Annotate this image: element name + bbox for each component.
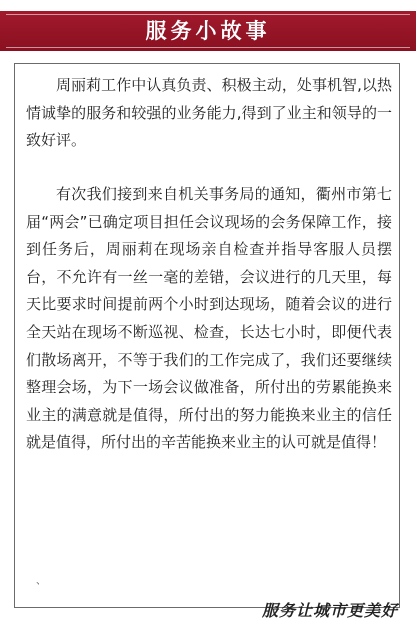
footer-slogan: 服务让城市更美好 [261, 601, 398, 620]
story-paragraph-1: 周丽莉工作中认真负责、积极主动，处事机智,以热情诚挚的服务和较强的业务能力,得到了业主和领导的一致好评。 [26, 76, 392, 150]
title-banner [0, 11, 416, 51]
stray-mark: 、 [36, 576, 46, 587]
page-title: 服务小故事 [145, 19, 271, 43]
story-paragraph-2: 有次我们接到来自机关事务局的通知，衢州市第七届“两会”已确定项目担任会议现场的会务保障工作，接到任务后，周丽莉在现场亲自检查并指导客服人员摆台，不允许有一丝一毫的差错，会议进行的几天里，每天比要求时间提前两个小时到达现场，随着会议的进行全天站在现场不断巡视、检查，长达七小时，即便代表们散场离开，不等于我们的工作完成了，我们还要继续整理会场，为下一场会议做准备，所付出的劳累能换来业主的满意就是值得，所付出的努力能换来业主的信任就是值得，所付出的辛苦能换来业主的认可就是值得！ [26, 185, 392, 452]
